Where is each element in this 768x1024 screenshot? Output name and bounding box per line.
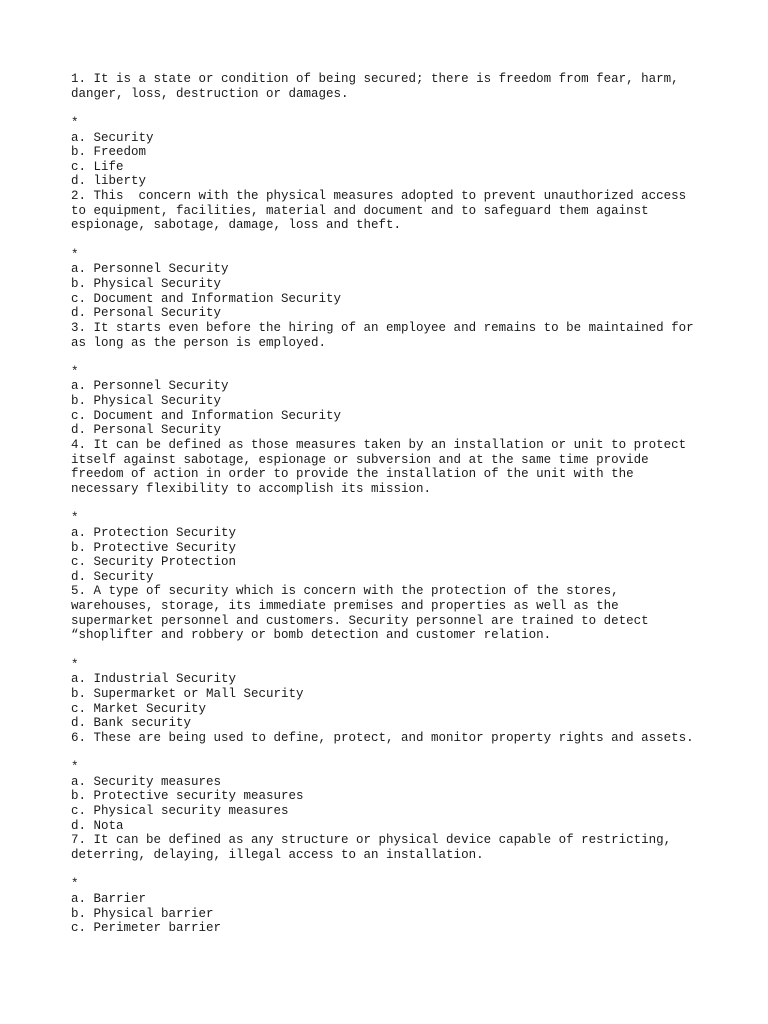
question-5-option-b: b. Supermarket or Mall Security [71,686,304,701]
question-2-option-c: c. Document and Information Security [71,291,342,306]
question-2-option-b: b. Physical Security [71,276,222,291]
question-4-option-c: c. Security Protection [71,555,237,570]
question-5-text-line-3: supermarket personnel and customers. Security personnel are trained to detect [71,613,649,628]
question-3-text-line-1: 3. It starts even before the hiring of an employee and remains to be maintained for [71,320,694,335]
question-6-option-c: c. Physical security measures [71,804,289,819]
question-2-option-a: a. Personnel Security [71,262,229,277]
blank-line [71,745,731,760]
question-4-text-line-1: 4. It can be defined as those measures taken by an installation or unit to protect [71,438,687,453]
question-5-text-line-1: 5. A type of security which is concern with the protection of the stores, [71,584,619,599]
question-7-option-c: c. Perimeter barrier [71,921,222,936]
blank-line [71,101,731,116]
question-5-option-c: c. Market Security [71,701,207,716]
question-4-text-line-4: necessary flexibility to accomplish its mission. [71,481,432,496]
question-2-text-line-3: espionage, sabotage, damage, loss and theft. [71,218,402,233]
question-5-option-a: a. Industrial Security [71,672,237,687]
question-4-text-line-3: freedom of action in order to provide the installation of the unit with the [71,467,634,482]
question-1-marker: * [71,115,79,130]
question-6-option-a: a. Security measures [71,774,222,789]
question-6-marker: * [71,760,79,775]
question-6-option-d: d. Nota [71,818,124,833]
question-7-text-line-1: 7. It can be defined as any structure or physical device capable of restricting, [71,833,672,848]
question-3-option-c: c. Document and Information Security [71,408,342,423]
question-5-text-line-2: warehouses, storage, its immediate premises and properties as well as the [71,599,619,614]
question-2-text-line-2: to equipment, facilities, material and document and to safeguard them against [71,203,649,218]
question-1-option-b: b. Freedom [71,145,147,160]
question-7-text-line-2: deterring, delaying, illegal access to an installation. [71,847,484,862]
question-1-option-a: a. Security [71,130,154,145]
question-2-text-line-1: 2. This concern with the physical measures adopted to prevent unauthorized access [71,189,687,204]
question-7-option-a: a. Barrier [71,891,147,906]
blank-line [71,350,731,365]
question-3-marker: * [71,364,79,379]
question-2-marker: * [71,247,79,262]
question-4-marker: * [71,511,79,526]
question-3-text-line-2: as long as the person is employed. [71,335,327,350]
question-7-marker: * [71,877,79,892]
question-3-option-a: a. Personnel Security [71,379,229,394]
question-5-text-line-4: “shoplifter and robbery or bomb detection and customer relation. [71,628,552,643]
blank-line [71,497,731,512]
blank-line [71,233,731,248]
question-6-option-b: b. Protective security measures [71,789,304,804]
question-7-option-b: b. Physical barrier [71,906,214,921]
blank-line [71,863,731,878]
question-6-text-line-1: 6. These are being used to define, protect, and monitor property rights and assets. [71,730,694,745]
question-5-option-d: d. Bank security [71,716,192,731]
document-body [71,72,731,936]
question-4-text-line-2: itself against sabotage, espionage or subversion and at the same time provide [71,452,649,467]
blank-line [71,643,731,658]
question-5-marker: * [71,657,79,672]
question-2-option-d: d. Personal Security [71,306,222,321]
question-4-option-d: d. Security [71,569,154,584]
question-1-text-line-1: 1. It is a state or condition of being secured; there is freedom from fear, harm, [71,72,679,86]
question-1-option-c: c. Life [71,159,124,174]
question-3-option-b: b. Physical Security [71,394,222,409]
question-4-option-a: a. Protection Security [71,525,237,540]
question-1-text-line-2: danger, loss, destruction or damages. [71,86,349,101]
question-4-option-b: b. Protective Security [71,540,237,555]
question-3-option-d: d. Personal Security [71,423,222,438]
question-1-option-d: d. liberty [71,174,147,189]
